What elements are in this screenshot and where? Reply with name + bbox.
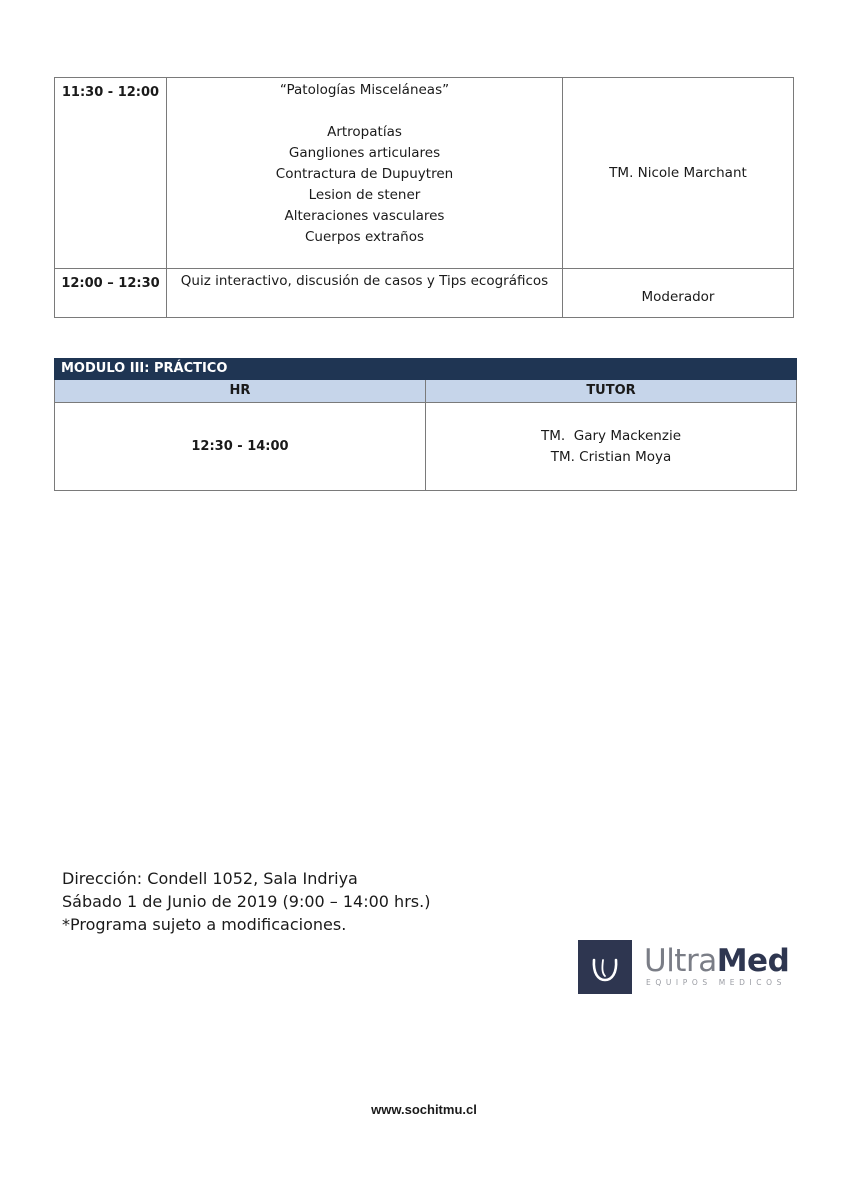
topic-item: Contractura de Dupuytren — [275, 166, 454, 182]
tutor-name: TM. Gary Mackenzie — [540, 427, 682, 444]
time-cell: 12:30 - 14:00 — [55, 403, 426, 491]
time-cell: 11:30 - 12:00 — [55, 78, 167, 269]
ultramed-logo — [578, 940, 793, 995]
speaker-cell: TM. Nicole Marchant — [563, 78, 794, 269]
tutor-cell — [426, 403, 797, 491]
topic-item: Lesion de stener — [308, 187, 421, 203]
table-row — [55, 403, 797, 491]
column-header-hr: HR — [55, 380, 426, 403]
topic-cell — [167, 78, 563, 269]
logo-tagline: EQUIPOS MEDICOS — [646, 978, 787, 987]
ultramed-mark-icon — [578, 940, 632, 994]
table-row — [55, 269, 794, 318]
tutor-name: TM. Cristian Moya — [550, 448, 672, 465]
topic-item: Alteraciones vasculares — [284, 208, 445, 224]
spacer — [167, 101, 562, 122]
date-text: Sábado 1 de Junio de 2019 (9:00 – 14:00 hrs.) — [62, 892, 431, 911]
topic-item: Cuerpos extraños — [304, 229, 424, 245]
topic-title: “Patologías Misceláneas” — [279, 82, 450, 98]
topic-item: Gangliones articulares — [288, 145, 441, 161]
website-link[interactable]: www.sochitmu.cl — [371, 1102, 477, 1117]
logo-brand-text — [644, 942, 789, 980]
column-header-tutor: TUTOR — [426, 380, 797, 403]
speaker-cell: Moderador — [563, 269, 794, 318]
logo-brand-part1: Ultra — [644, 943, 717, 979]
topic-item: Artropatías — [327, 124, 402, 140]
module-title: MODULO III: PRÁCTICO — [55, 359, 797, 380]
logo-brand-part2: Med — [716, 943, 790, 979]
address-text: Dirección: Condell 1052, Sala Indriya — [62, 869, 358, 888]
disclaimer-text: *Programa sujeto a modificaciones. — [62, 915, 347, 934]
schedule-table — [54, 77, 794, 318]
modulo-table — [54, 358, 797, 491]
time-cell: 12:00 – 12:30 — [55, 269, 167, 318]
topic-cell: Quiz interactivo, discusión de casos y Tips ecográficos — [167, 269, 563, 318]
table-header-row — [55, 380, 797, 403]
event-info — [62, 867, 430, 936]
table-row — [55, 78, 794, 269]
table-row — [55, 359, 797, 380]
